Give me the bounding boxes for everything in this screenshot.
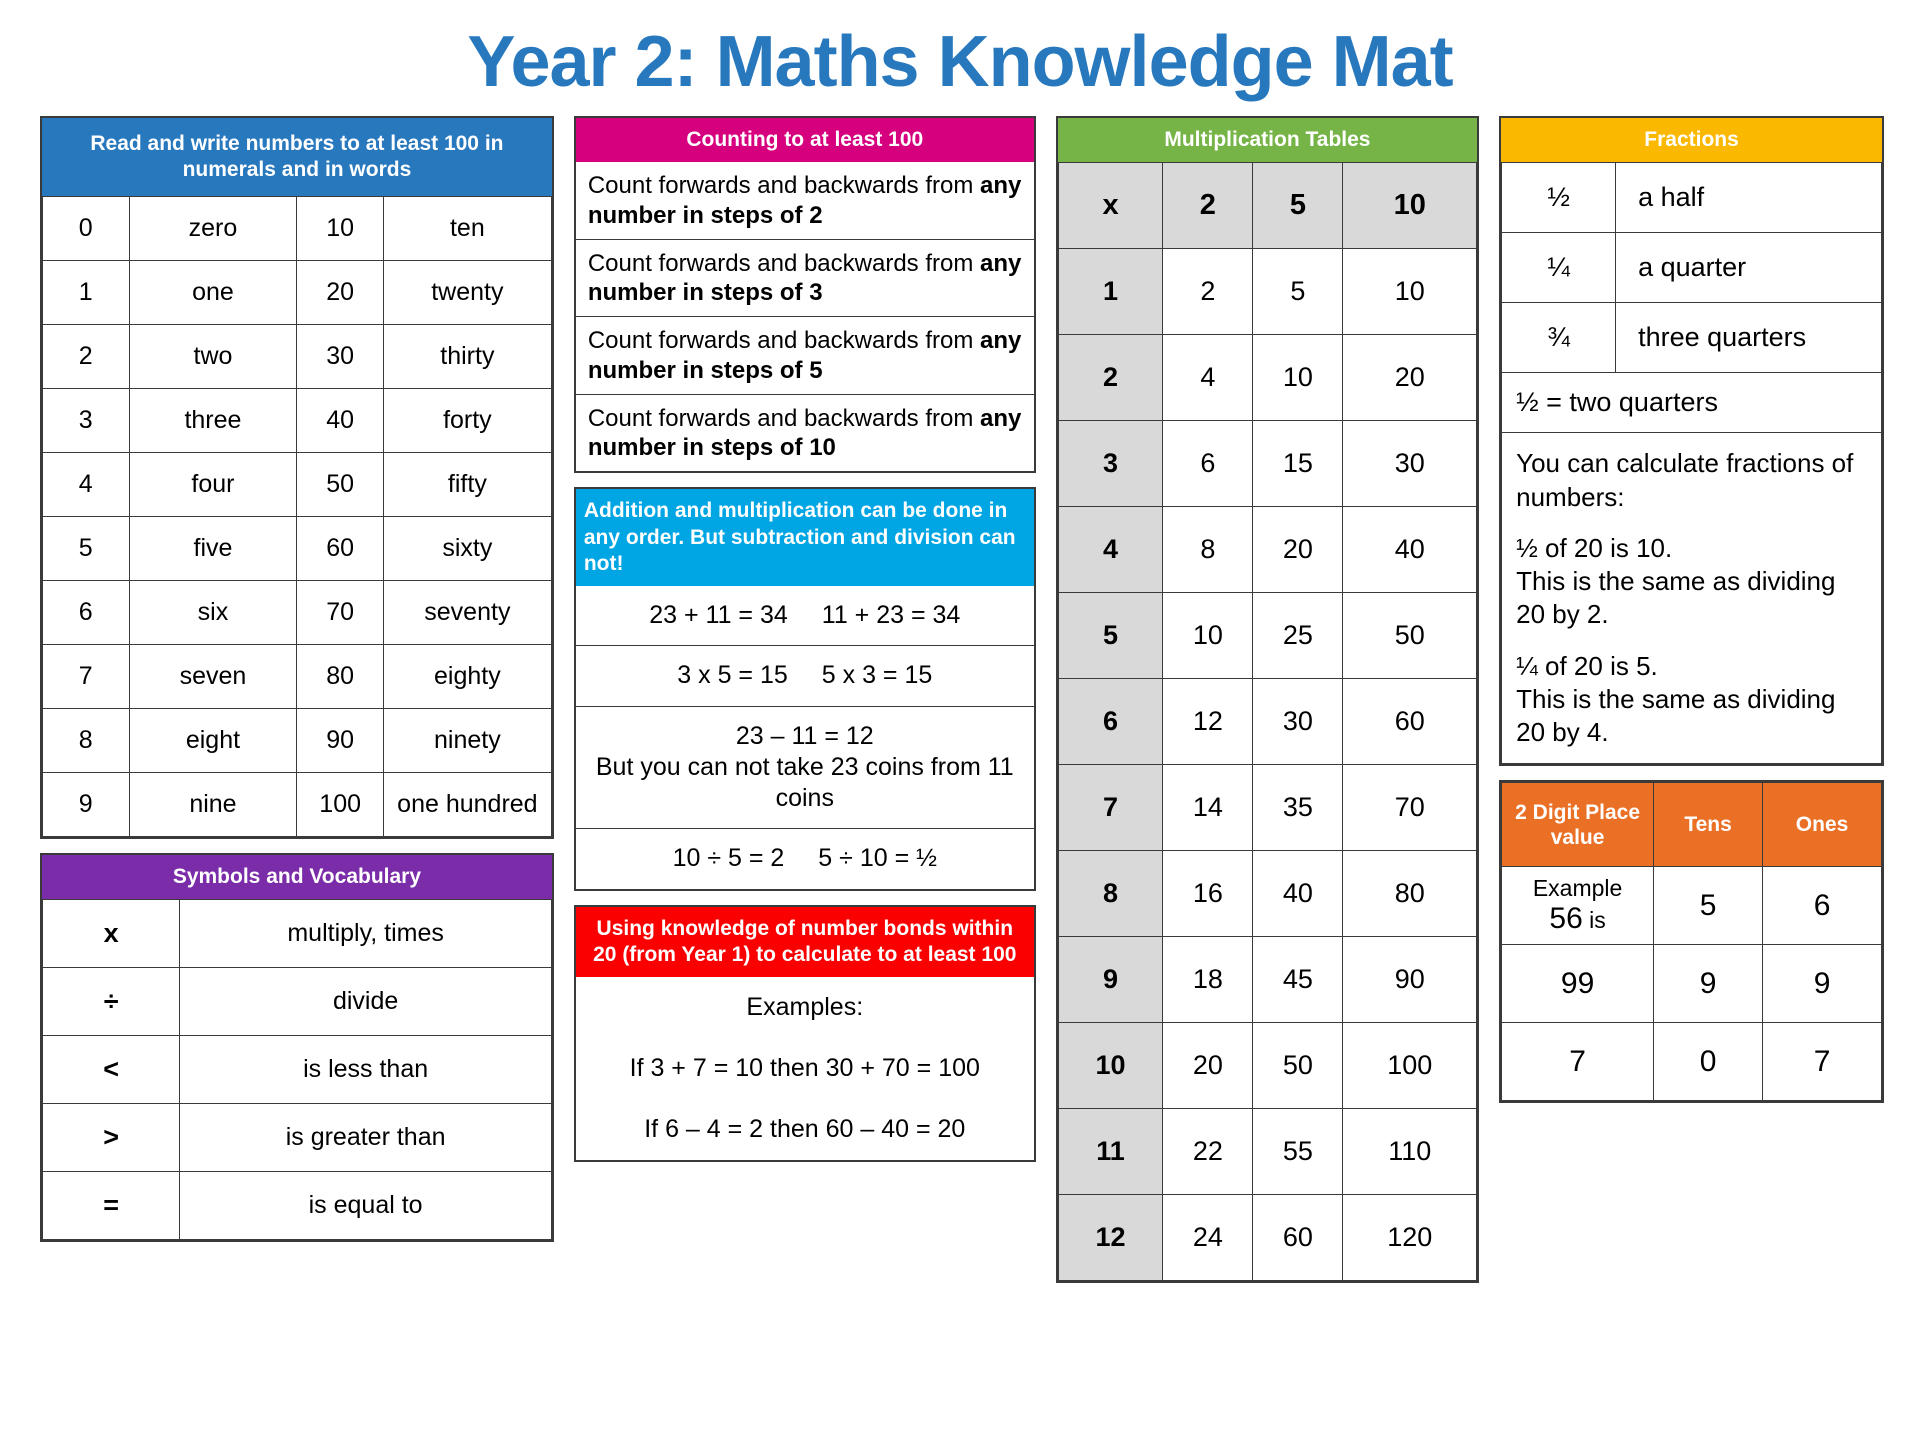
counting-lead: Count forwards and backwards from	[587, 172, 981, 200]
table-row	[1502, 945, 1882, 1023]
product-cell: 40	[1253, 851, 1343, 937]
counting-row	[576, 240, 1034, 318]
numeral-cell: 3	[43, 389, 130, 453]
meaning-cell: multiply, times	[180, 900, 551, 968]
product-cell: 15	[1253, 421, 1343, 507]
table-row	[1502, 233, 1882, 303]
place-value-body	[1502, 783, 1882, 1101]
counting-row	[576, 395, 1034, 472]
product-cell: 25	[1253, 593, 1343, 679]
order-row	[576, 646, 1034, 706]
symbols-body	[43, 900, 552, 1240]
word-cell: two	[129, 325, 297, 389]
ones-digit-cell: 9	[1763, 945, 1882, 1023]
product-cell: 10	[1253, 335, 1343, 421]
multiplier-cell: 9	[1058, 937, 1163, 1023]
tens-digit-cell: 5	[1654, 867, 1763, 945]
table-row	[1058, 765, 1476, 851]
product-cell: 50	[1343, 593, 1477, 679]
place-value-label-header: 2 Digit Place value	[1502, 783, 1654, 867]
numeral-cell: 4	[43, 453, 130, 517]
table-row	[43, 389, 552, 453]
table-row	[1502, 433, 1882, 764]
numeral-cell: 8	[43, 709, 130, 773]
product-cell: 80	[1343, 851, 1477, 937]
column-two	[574, 116, 1036, 1162]
example-number-line	[1502, 902, 1653, 937]
multiplier-cell: 11	[1058, 1109, 1163, 1195]
table-row	[1058, 679, 1476, 765]
bonds-example: If 3 + 7 = 10 then 30 + 70 = 100	[629, 1054, 980, 1083]
multiplication-column-header: 10	[1343, 163, 1477, 249]
table-row	[1502, 373, 1882, 433]
place-value-tens-header: Tens	[1654, 783, 1763, 867]
word-cell: seventy	[383, 581, 551, 645]
place-value-number-cell	[1502, 945, 1654, 1023]
word-cell: ninety	[383, 709, 551, 773]
order-card	[574, 487, 1036, 890]
counting-row	[576, 162, 1034, 240]
column-four	[1499, 116, 1884, 1103]
product-cell: 40	[1343, 507, 1477, 593]
table-row	[1502, 867, 1882, 945]
numeral-cell: 100	[297, 773, 384, 837]
meaning-cell: divide	[180, 968, 551, 1036]
fraction-symbol-cell: ¾	[1502, 303, 1616, 373]
multiplication-column-header: x	[1058, 163, 1163, 249]
number-bonds-card	[574, 905, 1036, 1163]
example-suffix: is	[1589, 906, 1606, 933]
counting-lead: Count forwards and backwards from	[587, 327, 981, 355]
table-row	[1058, 937, 1476, 1023]
spacer	[1516, 632, 1867, 650]
multiplier-cell: 2	[1058, 335, 1163, 421]
symbol-cell: <	[43, 1036, 180, 1104]
product-cell: 12	[1163, 679, 1253, 765]
product-cell: 10	[1343, 249, 1477, 335]
product-cell: 14	[1163, 765, 1253, 851]
meaning-cell: is greater than	[180, 1104, 551, 1172]
table-row	[1058, 1195, 1476, 1281]
explanation-intro: You can calculate fractions of numbers:	[1516, 448, 1854, 512]
numeral-cell: 2	[43, 325, 130, 389]
counting-card	[574, 116, 1036, 473]
multiplication-table	[1058, 162, 1477, 1281]
order-note: But you can not take 23 coins from 11 coins	[595, 752, 1014, 813]
ones-digit-cell: 7	[1763, 1023, 1882, 1101]
product-cell: 60	[1343, 679, 1477, 765]
numeral-cell: 20	[297, 261, 384, 325]
table-row	[43, 709, 552, 773]
table-header-row	[1502, 783, 1882, 867]
table-row	[1058, 507, 1476, 593]
numeral-cell: 9	[43, 773, 130, 837]
product-cell: 50	[1253, 1023, 1343, 1109]
product-cell: 35	[1253, 765, 1343, 851]
product-cell: 55	[1253, 1109, 1343, 1195]
example-label: Example	[1532, 875, 1623, 902]
bonds-example: If 6 – 4 = 2 then 60 – 40 = 20	[644, 1115, 966, 1144]
multiplication-card	[1056, 116, 1479, 1283]
word-cell: ten	[383, 197, 551, 261]
fraction-explanation-text	[1516, 447, 1867, 749]
table-row	[43, 453, 552, 517]
place-value-ones-header: Ones	[1763, 783, 1882, 867]
multiplier-cell: 1	[1058, 249, 1163, 335]
product-cell: 45	[1253, 937, 1343, 1023]
counting-lead: Count forwards and backwards from	[587, 249, 981, 277]
multiplier-cell: 4	[1058, 507, 1163, 593]
multiplier-cell: 8	[1058, 851, 1163, 937]
multiplication-body	[1058, 163, 1476, 1281]
tens-digit-cell: 0	[1654, 1023, 1763, 1101]
word-cell: five	[129, 517, 297, 581]
ones-digit-cell: 6	[1763, 867, 1882, 945]
table-row	[43, 900, 552, 968]
explanation-line: This is the same as dividing 20 by 4.	[1516, 683, 1836, 748]
numeral-cell: 6	[43, 581, 130, 645]
number-words-body	[43, 197, 552, 837]
fraction-name-cell: a half	[1616, 163, 1882, 233]
table-row	[1502, 163, 1882, 233]
product-cell: 70	[1343, 765, 1477, 851]
table-row	[43, 581, 552, 645]
word-cell: sixty	[383, 517, 551, 581]
product-cell: 120	[1343, 1195, 1477, 1281]
product-cell: 20	[1163, 1023, 1253, 1109]
product-cell: 60	[1253, 1195, 1343, 1281]
table-row	[43, 773, 552, 837]
multiplier-cell: 12	[1058, 1195, 1163, 1281]
product-cell: 4	[1163, 335, 1253, 421]
fraction-name-cell: a quarter	[1616, 233, 1882, 303]
product-cell: 8	[1163, 507, 1253, 593]
place-value-table	[1501, 782, 1882, 1101]
table-row	[43, 197, 552, 261]
product-cell: 18	[1163, 937, 1253, 1023]
meaning-cell: is less than	[180, 1036, 551, 1104]
numeral-cell: 80	[297, 645, 384, 709]
fractions-table	[1501, 162, 1882, 764]
explanation-line: This is the same as dividing 20 by 2.	[1516, 566, 1836, 630]
product-cell: 24	[1163, 1195, 1253, 1281]
order-rows	[576, 586, 1034, 889]
explanation-line: ½ of 20 is 10.	[1516, 532, 1673, 563]
product-cell: 100	[1343, 1023, 1477, 1109]
product-cell: 16	[1163, 851, 1253, 937]
table-row	[1058, 593, 1476, 679]
place-value-card	[1499, 780, 1884, 1103]
counting-emphasis: any number in steps of 2	[587, 172, 1022, 229]
product-cell: 30	[1343, 421, 1477, 507]
order-expression-right: 5 ÷ 10 = ½	[818, 844, 937, 873]
word-cell: nine	[129, 773, 297, 837]
order-expression-right: 5 x 3 = 15	[821, 661, 933, 690]
numeral-cell: 30	[297, 325, 384, 389]
numeral-cell: 40	[297, 389, 384, 453]
spacer	[1516, 514, 1867, 532]
numeral-cell: 90	[297, 709, 384, 773]
product-cell: 10	[1163, 593, 1253, 679]
place-value-number-cell	[1502, 867, 1654, 945]
product-cell: 110	[1343, 1109, 1477, 1195]
word-cell: one hundred	[383, 773, 551, 837]
place-value-number: 99	[1560, 966, 1595, 1000]
page-title: Year 2: Maths Knowledge Mat	[467, 22, 1453, 102]
order-expression-left: 10 ÷ 5 = 2	[672, 844, 785, 873]
fraction-explanation-cell	[1502, 433, 1882, 764]
fraction-symbol-cell: ¼	[1502, 233, 1616, 303]
symbol-cell: ÷	[43, 968, 180, 1036]
table-row	[43, 1036, 552, 1104]
table-row	[1502, 1023, 1882, 1101]
symbol-cell: =	[43, 1172, 180, 1240]
fraction-name-cell: three quarters	[1616, 303, 1882, 373]
table-row	[43, 261, 552, 325]
symbols-card	[40, 853, 554, 1242]
counting-emphasis: any number in steps of 3	[587, 249, 1022, 307]
multiplier-cell: 10	[1058, 1023, 1163, 1109]
table-row	[43, 968, 552, 1036]
product-cell: 20	[1253, 507, 1343, 593]
bonds-examples	[576, 1038, 1034, 1160]
number-bonds-header: Using knowledge of number bonds within 20 (from Year 1) to calculate to at least 100	[576, 907, 1034, 978]
explanation-line: ¼ of 20 is 5.	[1516, 650, 1658, 681]
multiplier-cell: 5	[1058, 593, 1163, 679]
table-header-row	[1058, 163, 1476, 249]
symbols-table	[42, 899, 552, 1240]
multiplier-cell: 3	[1058, 421, 1163, 507]
number-words-table	[42, 196, 552, 837]
table-row	[43, 1104, 552, 1172]
counting-emphasis: any number in steps of 5	[587, 327, 1022, 384]
numeral-cell: 7	[43, 645, 130, 709]
table-row	[43, 325, 552, 389]
product-cell: 20	[1343, 335, 1477, 421]
meaning-cell: is equal to	[180, 1172, 551, 1240]
multiplier-cell: 6	[1058, 679, 1163, 765]
table-row	[1058, 1023, 1476, 1109]
word-cell: eight	[129, 709, 297, 773]
order-expression-left: 23 – 11 = 12	[735, 721, 874, 750]
fractions-card	[1499, 116, 1884, 766]
order-expression-left: 23 + 11 = 34	[649, 601, 788, 630]
order-row	[576, 707, 1034, 830]
order-row	[576, 586, 1034, 646]
counting-header: Counting to at least 100	[576, 118, 1034, 162]
word-cell: zero	[129, 197, 297, 261]
word-cell: thirty	[383, 325, 551, 389]
word-cell: eighty	[383, 645, 551, 709]
numeral-cell: 60	[297, 517, 384, 581]
number-words-card	[40, 116, 554, 839]
word-cell: one	[129, 261, 297, 325]
product-cell: 6	[1163, 421, 1253, 507]
word-cell: six	[129, 581, 297, 645]
numeral-cell: 1	[43, 261, 130, 325]
place-value-number: 7	[1569, 1044, 1586, 1078]
counting-rows	[576, 162, 1034, 471]
word-cell: forty	[383, 389, 551, 453]
counting-row	[576, 317, 1034, 395]
numeral-cell: 10	[297, 197, 384, 261]
tens-digit-cell: 9	[1654, 945, 1763, 1023]
table-row	[43, 517, 552, 581]
product-cell: 90	[1343, 937, 1477, 1023]
fractions-body	[1502, 163, 1882, 764]
order-expression-left: 3 x 5 = 15	[677, 661, 788, 690]
product-cell: 5	[1253, 249, 1343, 335]
fractions-header: Fractions	[1501, 118, 1882, 162]
content-columns	[0, 116, 1920, 1283]
bonds-examples-label: Examples:	[746, 993, 864, 1022]
symbol-cell: x	[43, 900, 180, 968]
word-cell: four	[129, 453, 297, 517]
order-header: Addition and multiplication can be done in any order. But subtraction and division can not!	[576, 489, 1034, 586]
order-expression-right: 11 + 23 = 34	[821, 601, 961, 630]
number-words-header: Read and write numbers to at least 100 in numerals and in words	[42, 118, 552, 196]
fraction-equivalence-cell: ½ = two quarters	[1502, 373, 1882, 433]
multiplication-header: Multiplication Tables	[1058, 118, 1477, 162]
multiplier-cell: 7	[1058, 765, 1163, 851]
multiplication-column-header: 2	[1163, 163, 1253, 249]
table-row	[1058, 1109, 1476, 1195]
word-cell: three	[129, 389, 297, 453]
table-row	[1502, 303, 1882, 373]
table-row	[43, 1172, 552, 1240]
table-row	[1058, 421, 1476, 507]
symbol-cell: >	[43, 1104, 180, 1172]
multiplication-column-header: 5	[1253, 163, 1343, 249]
table-row	[1058, 851, 1476, 937]
numeral-cell: 5	[43, 517, 130, 581]
product-cell: 22	[1163, 1109, 1253, 1195]
word-cell: fifty	[383, 453, 551, 517]
product-cell: 2	[1163, 249, 1253, 335]
table-row	[43, 645, 552, 709]
symbols-header: Symbols and Vocabulary	[42, 855, 552, 899]
order-row	[576, 829, 1034, 888]
numeral-cell: 0	[43, 197, 130, 261]
numeral-cell: 70	[297, 581, 384, 645]
table-row	[1058, 249, 1476, 335]
table-row	[1058, 335, 1476, 421]
product-cell: 30	[1253, 679, 1343, 765]
counting-lead: Count forwards and backwards from	[587, 404, 981, 432]
fraction-symbol-cell: ½	[1502, 163, 1616, 233]
place-value-number-cell	[1502, 1023, 1654, 1101]
example-number: 56	[1549, 901, 1583, 935]
column-one	[40, 116, 554, 1242]
counting-emphasis: any number in steps of 10	[587, 404, 1022, 462]
word-cell: twenty	[383, 261, 551, 325]
word-cell: seven	[129, 645, 297, 709]
numeral-cell: 50	[297, 453, 384, 517]
column-three	[1056, 116, 1479, 1283]
